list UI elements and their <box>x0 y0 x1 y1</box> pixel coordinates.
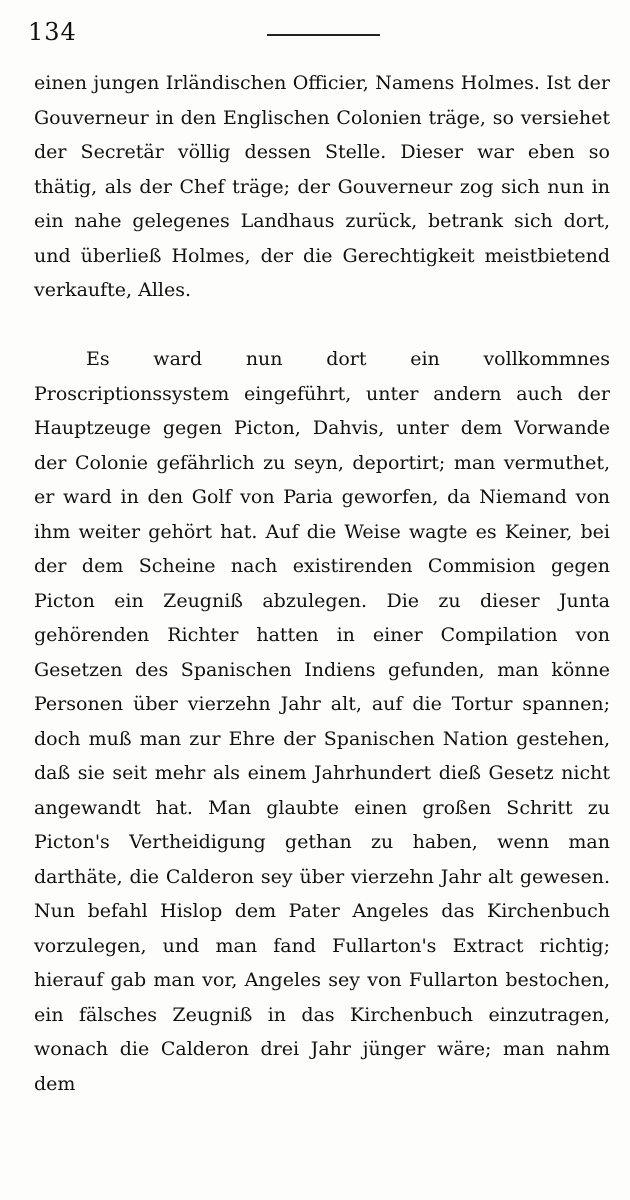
header-rule <box>267 34 380 36</box>
page-number: 134 <box>28 18 77 46</box>
paragraph-1-text: einen jungen Irländischen Officier, Namens Holmes. Ist der Gouverneur in den Englischen Colonien träge, so versiehet der Secretär völlig dessen Stelle. Dieser war eben so thätig, als der Chef träge; der Gouverneur zog sich nun in ein nahe gelegenes Landhaus zurück, betrank sich dort, und überließ Holmes, der die Gerechtigkeit meistbietend verkaufte, Alles. <box>34 72 610 301</box>
paragraph-2 <box>34 342 610 1101</box>
paragraph-1 <box>34 66 610 308</box>
paragraph-2-text: Es ward nun dort ein vollkommnes Proscriptionssystem eingeführt, unter andern auch der Hauptzeuge gegen Picton, Dahvis, unter dem Vorwande der Colonie gefährlich zu seyn, deportirt; man vermuthet, er ward in den Golf von Paria geworfen, da Niemand von ihm weiter gehört hat. Auf die Weise wagte es Keiner, bei der dem Scheine nach existirenden Commision gegen Picton ein Zeugniß abzulegen. Die zu dieser Junta gehörenden Richter hatten in einer Compilation von Gesetzen des Spanischen Indiens gefunden, man könne Personen über vierzehn Jahr alt, auf die Tortur spannen; doch muß man zur Ehre der Spanischen Nation gestehen, daß sie seit mehr als einem Jahrhundert dieß Gesetz nicht angewandt hat. Man glaubte einen großen Schritt zu Picton's Vertheidigung gethan zu haben, wenn man darthäte, die Calderon sey über vierzehn Jahr alt gewesen. Nun befahl Hislop dem Pater Angeles das Kirchenbuch vorzulegen, und man fand Fullarton's Extract richtig; hierauf gab man vor, Angeles sey von Fullarton bestochen, ein fälsches Zeugniß in das Kirchenbuch einzutragen, wonach die Calderon drei Jahr jünger wäre; man nahm dem <box>34 348 610 1095</box>
